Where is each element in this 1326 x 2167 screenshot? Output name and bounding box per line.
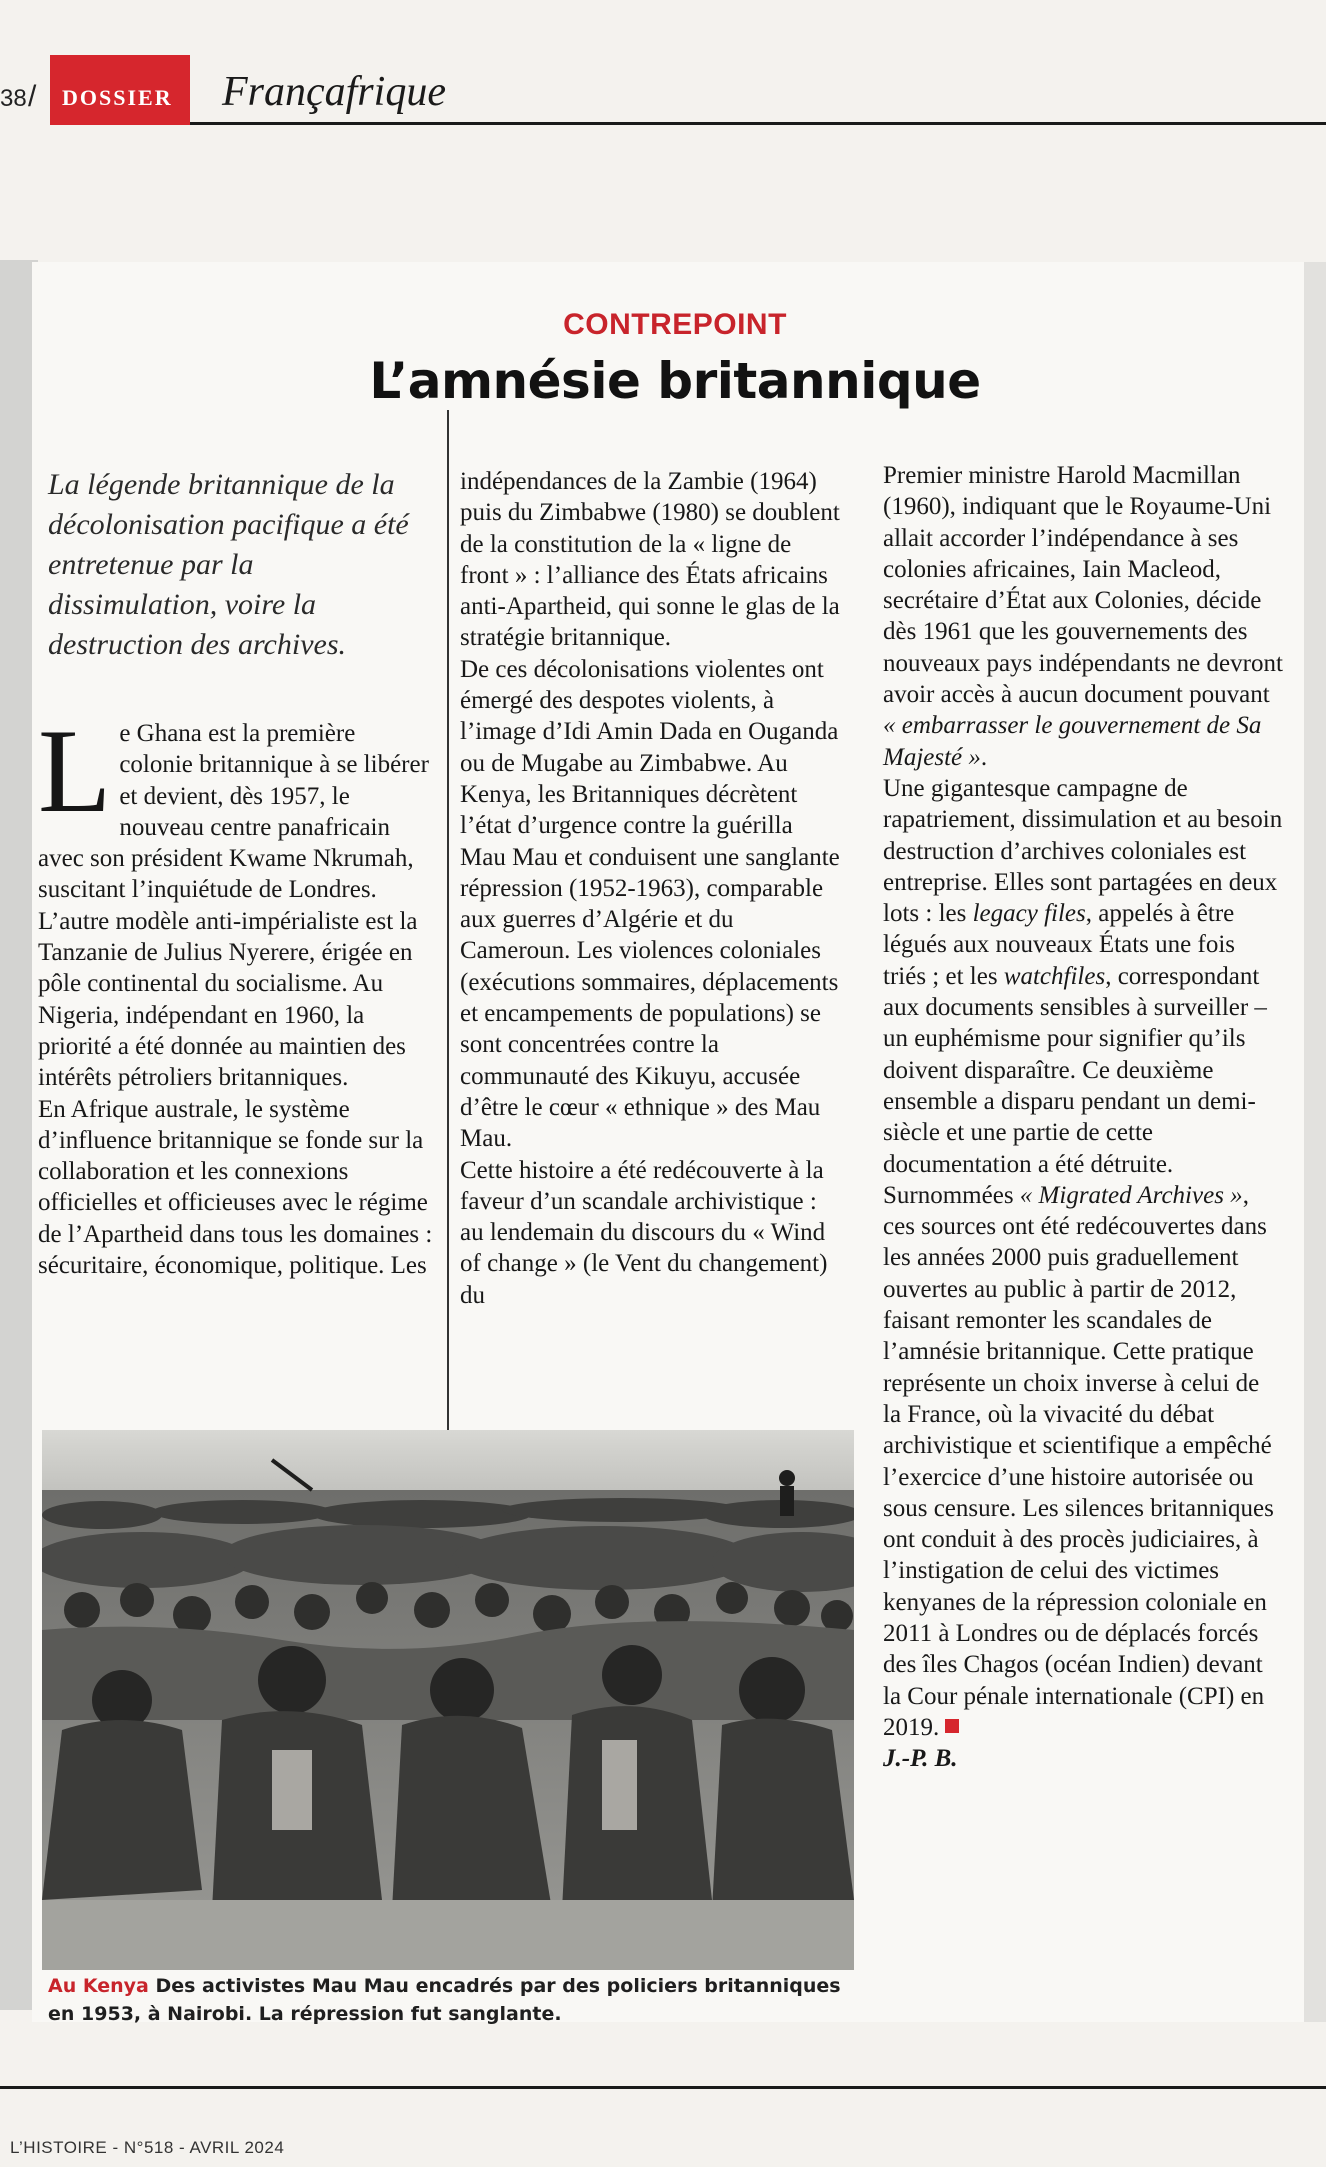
caption-place: Au Kenya [48,1975,149,1997]
section-title: Françafrique [222,69,446,115]
page-number: 38 [0,85,27,112]
column-1-paragraph-2: En Afrique australe, le système d’influence britannique se fonde sur la collaboration et les connexions officielles et officieuses avec le régime de l’Apartheid dans tous les domaines : sécuritaire, économique, politique. Les [38,1095,433,1280]
article-column-2 [460,466,840,1311]
article-chapo: La légende britannique de la décolonisation pacifique a été entretenue par la dissimulation, voire la destruction des archives. [48,468,409,661]
caption-text: Des activistes Mau Mau encadrés par des policiers britanniques en 1953, à Nairobi. La répression fut sanglante. [48,1975,841,2025]
column-2-paragraph-3: Cette histoire a été redécouverte à la faveur d’un scandale archivistique : au lendemain du discours du « Wind of change » (le Vent du changement) du [460,1156,828,1309]
author-signature: J.-P. B. [883,1745,958,1773]
italic-term: legacy files [972,900,1086,928]
italic-term: watchfiles [1003,962,1106,990]
end-of-article-square-icon [945,1719,959,1733]
article-title: L’amnésie britannique [369,352,981,410]
dropcap: L [38,704,112,837]
text-run: Une gigantesque campagne de rapatriement, dissimulation et au besoin destruction d’archives coloniales est entreprise. Elles sont partagées en deux lots : les [883,774,1283,928]
dossier-badge [50,55,190,125]
column-1-paragraph-1 [38,704,433,1094]
text-run: . [980,743,988,771]
column-3-paragraph-3 [883,1180,1283,1743]
footer-rule [0,2086,1326,2089]
mau-mau-photo [42,1430,854,1970]
page-header [0,0,1326,125]
text-run: , correspondant aux documents sensibles à surveiller – un euphémisme pour signifier qu’ils doivent disparaître. Ce deuxième ensemble a disparu pendant un demi-siècle et une partie de cette documentation a été détruite. [883,962,1267,1178]
header-rule [190,122,1326,125]
photo-illustration [42,1430,854,1970]
article-column-1 [38,704,433,1281]
italic-term: « Migrated Archives » [1019,1181,1243,1209]
text-run: Surnommées [883,1181,1020,1209]
column-rule [447,410,449,1440]
text-run: , ces sources ont été redécouvertes dans les années 2000 puis graduellement ouvertes au public à partir de 2012, faisant remonter les scandales de l’amnésie britannique. Cette pratique représente un choix inverse à celui de la France, où la vivacité du débat archivistique et scientifique a empêché l’exercice d’une histoire autorisée ou sous censure. Les silences britanniques ont conduit à des procès judiciaires, à l’instigation de celui des victimes kenyanes de la répression coloniale en 2011 à Londres ou de déplacés forcés des îles Chagos (océan Indien) devant la Cour pénale internationale (CPI) en 2019. [883,1181,1274,1741]
column-2-paragraph-1: indépendances de la Zambie (1964) puis du Zimbabwe (1980) se doublent de la constitution de la « ligne de front » : l’alliance des États africains anti-Apartheid, qui sonne le glas de la stratégie britannique. [460,468,840,652]
column-2-paragraph-2: De ces décolonisations violentes ont émergé des despotes violents, à l’image d’Idi Amin Dada en Ouganda ou de Mugabe au Zimbabwe. Au Kenya, les Britanniques décrètent l’état d’urgence contre la guérilla Mau Mau et conduisent une sanglante répression (1952-1963), comparable aux guerres d’Algérie et du Cameroun. Les violences coloniales (exécutions sommaires, déplacements et encampements de populations) se sont concentrées contre la communauté des Kikuyu, accusée d’être le cœur « ethnique » des Mau Mau. [460,655,840,1153]
header-slash: / [28,80,37,113]
article-column-3 [883,460,1283,1774]
text-run: Premier ministre Harold Macmillan (1960), indiquant que le Royaume-Uni allait accorder l’indépendance à ses colonies africaines, Iain Macleod, secrétaire d’État aux Colonies, décide dès 1961 que les gouvernements des nouveaux pays indépendants ne devront avoir accès à aucun document pouvant [883,462,1283,709]
dossier-label: DOSSIER [62,85,173,110]
column-3-paragraph-2 [883,773,1283,1180]
article-kicker: CONTREPOINT [563,308,787,341]
text-run: , appelés à être légués aux nouveaux États une fois triés ; et les [883,900,1235,990]
quote-run: « embarrasser le gouvernement de Sa Majesté » [883,712,1262,771]
photo-caption [48,1972,858,2028]
paragraph-text: e Ghana est la première colonie britannique à se libérer et devient, dès 1957, le nouveau centre panafricain avec son président Kwame Nkrumah, suscitant l’inquiétude de Londres. L’autre modèle anti-impérialiste est la Tanzanie de Julius Nyerere, érigée en pôle continental du socialisme. Au Nigeria, indépendant en 1960, la priorité a été donnée au maintien des intérêts pétroliers britanniques. [38,720,429,1092]
page-footer: L’HISTOIRE - N°518 - AVRIL 2024 [10,2138,285,2157]
column-3-paragraph-1 [883,460,1283,773]
